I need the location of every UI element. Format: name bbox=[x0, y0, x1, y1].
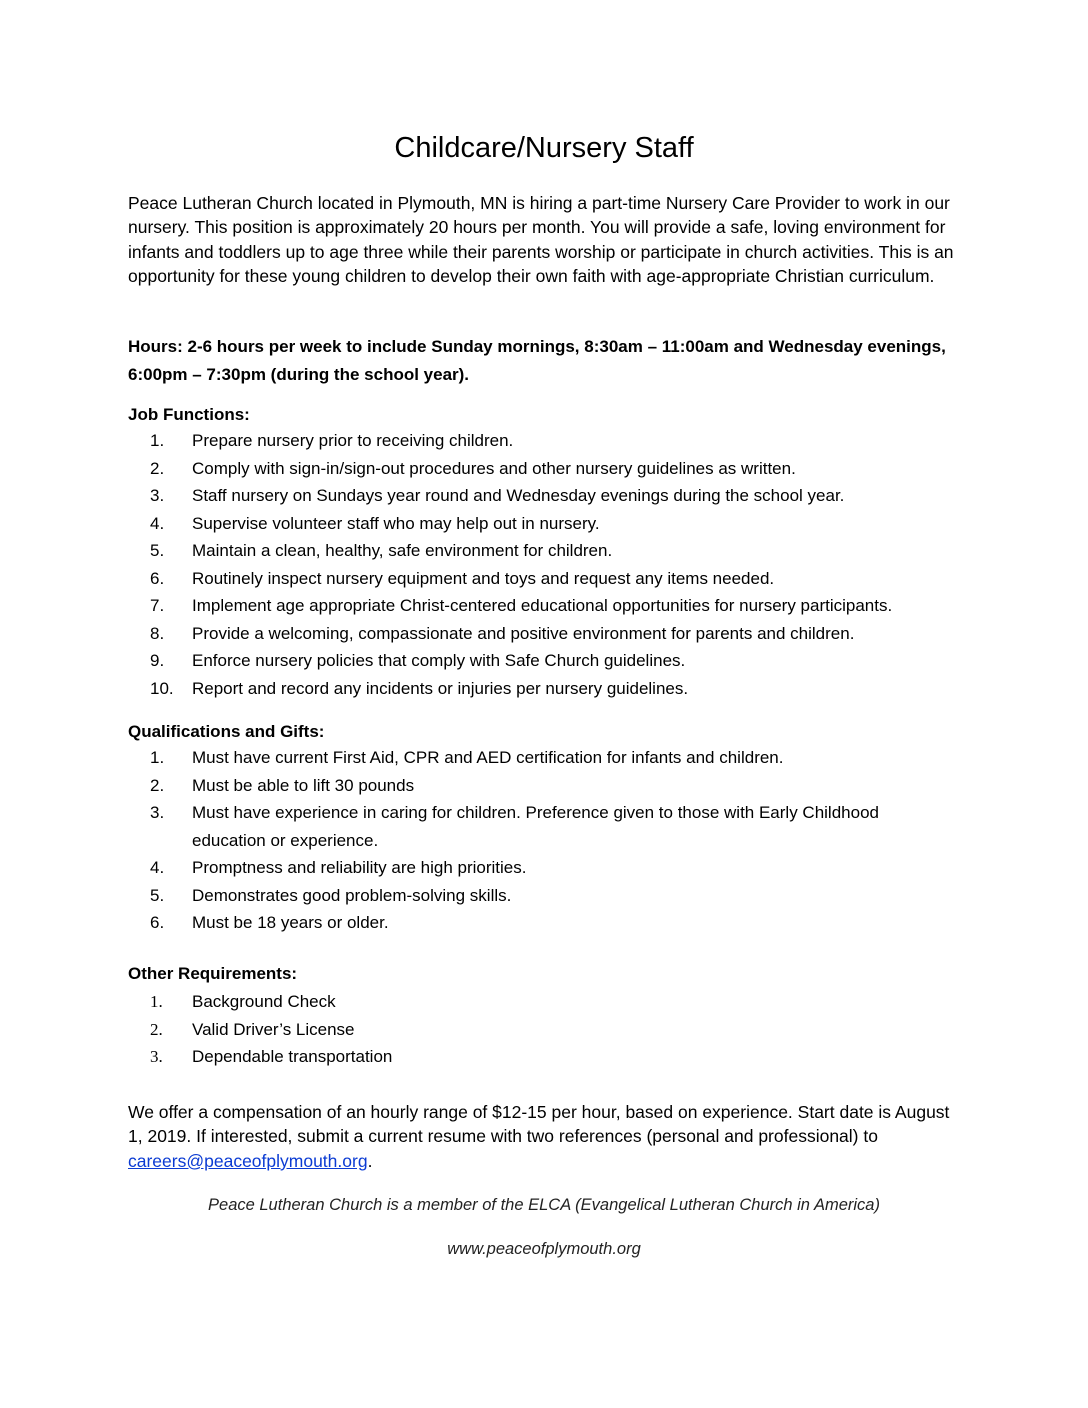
list-text: Valid Driver’s License bbox=[192, 1019, 355, 1039]
qualifications-list bbox=[128, 744, 948, 937]
list-number: 9. bbox=[150, 651, 165, 670]
list-text: Promptness and reliability are high priorities. bbox=[192, 858, 527, 877]
list-item bbox=[128, 854, 948, 882]
qualifications-heading: Qualifications and Gifts: bbox=[128, 722, 325, 741]
list-text: Provide a welcoming, compassionate and positive environment for parents and children. bbox=[192, 623, 855, 643]
other-requirements-heading: Other Requirements: bbox=[128, 964, 298, 983]
list-item bbox=[128, 482, 948, 510]
hours-paragraph: Hours: 2-6 hours per week to include Sunday mornings, 8:30am – 11:00am and Wednesday evenings, 6:00pm – 7:30pm (during the school year). bbox=[128, 337, 946, 384]
intro-paragraph: Peace Lutheran Church located in Plymouth, MN is hiring a part-time Nursery Care Provider to work in our nursery. This position is approximately 20 hours per month. You will provide a safe, loving environment for infants and toddlers up to age three while their parents worship or participate in church activities. This is an opportunity for these young children to develop their own faith with age-appropriate Christian curriculum. bbox=[128, 193, 954, 287]
list-number: 8. bbox=[150, 623, 165, 643]
list-number: 1. bbox=[150, 431, 165, 450]
list-text: Staff nursery on Sundays year round and Wednesday evenings during the school year. bbox=[192, 486, 845, 505]
list-item bbox=[128, 909, 948, 937]
list-item bbox=[128, 592, 948, 620]
list-number: 3. bbox=[150, 803, 165, 822]
list-item bbox=[128, 744, 948, 772]
list-number: 3. bbox=[150, 486, 165, 505]
list-text: Must be able to lift 30 pounds bbox=[192, 775, 415, 795]
list-item bbox=[128, 427, 948, 455]
compensation-end: . bbox=[367, 1150, 373, 1171]
list-number: 2. bbox=[150, 1019, 163, 1039]
list-text: Demonstrates good problem-solving skills. bbox=[192, 885, 512, 905]
list-number: 5. bbox=[150, 541, 165, 560]
list-item bbox=[128, 1043, 948, 1071]
list-number: 4. bbox=[150, 858, 165, 877]
list-text: Routinely inspect nursery equipment and toys and request any items needed. bbox=[192, 568, 775, 588]
list-number: 1. bbox=[150, 748, 165, 767]
list-number: 4. bbox=[150, 513, 165, 533]
list-number: 10. bbox=[150, 678, 174, 698]
list-item bbox=[128, 565, 948, 593]
job-functions-list bbox=[128, 427, 948, 702]
list-item bbox=[128, 620, 948, 648]
list-number: 2. bbox=[150, 775, 165, 795]
list-text: Dependable transportation bbox=[192, 1047, 393, 1066]
list-item bbox=[128, 675, 948, 703]
list-item bbox=[128, 882, 948, 910]
job-functions-heading: Job Functions: bbox=[128, 405, 250, 424]
list-text: Supervise volunteer staff who may help out in nursery. bbox=[192, 513, 600, 533]
list-text: Background Check bbox=[192, 992, 336, 1011]
elca-membership-note: Peace Lutheran Church is a member of the ELCA (Evangelical Lutheran Church in America) bbox=[208, 1196, 880, 1214]
list-text: Must have current First Aid, CPR and AED certification for infants and children. bbox=[192, 748, 784, 767]
list-number: 3. bbox=[150, 1047, 163, 1066]
compensation-paragraph bbox=[128, 1100, 958, 1173]
list-item bbox=[128, 1016, 948, 1044]
list-item bbox=[128, 537, 948, 565]
website-url: www.peaceofplymouth.org bbox=[447, 1240, 641, 1258]
list-number: 2. bbox=[150, 458, 165, 478]
page-title: Childcare/Nursery Staff bbox=[394, 132, 694, 164]
list-text: Prepare nursery prior to receiving children. bbox=[192, 431, 514, 450]
list-item bbox=[128, 799, 948, 854]
list-text: Must have experience in caring for children. Preference given to those with Early Childhood education or experience. bbox=[192, 803, 879, 850]
list-text: Enforce nursery policies that comply with Safe Church guidelines. bbox=[192, 651, 686, 670]
list-text: Implement age appropriate Christ-centered educational opportunities for nursery participants. bbox=[192, 596, 893, 615]
list-item bbox=[128, 772, 948, 800]
list-text: Report and record any incidents or injuries per nursery guidelines. bbox=[192, 678, 689, 698]
other-requirements-list bbox=[128, 988, 948, 1071]
list-text: Must be 18 years or older. bbox=[192, 913, 389, 932]
list-item bbox=[128, 988, 948, 1016]
list-text: Comply with sign-in/sign-out procedures and other nursery guidelines as written. bbox=[192, 458, 796, 478]
list-text: Maintain a clean, healthy, safe environment for children. bbox=[192, 541, 613, 560]
compensation-text: We offer a compensation of an hourly range of $12-15 per hour, based on experience. Start date is August 1, 2019. If interested, submit a current resume with two references (personal and professional) to bbox=[128, 1102, 950, 1147]
list-number: 7. bbox=[150, 596, 165, 615]
list-number: 6. bbox=[150, 568, 165, 588]
list-item bbox=[128, 455, 948, 483]
careers-email-link[interactable]: careers@peaceofplymouth.org bbox=[128, 1150, 368, 1171]
list-item bbox=[128, 510, 948, 538]
list-number: 6. bbox=[150, 913, 165, 932]
list-number: 1. bbox=[150, 992, 163, 1011]
list-number: 5. bbox=[150, 885, 165, 905]
list-item bbox=[128, 647, 948, 675]
